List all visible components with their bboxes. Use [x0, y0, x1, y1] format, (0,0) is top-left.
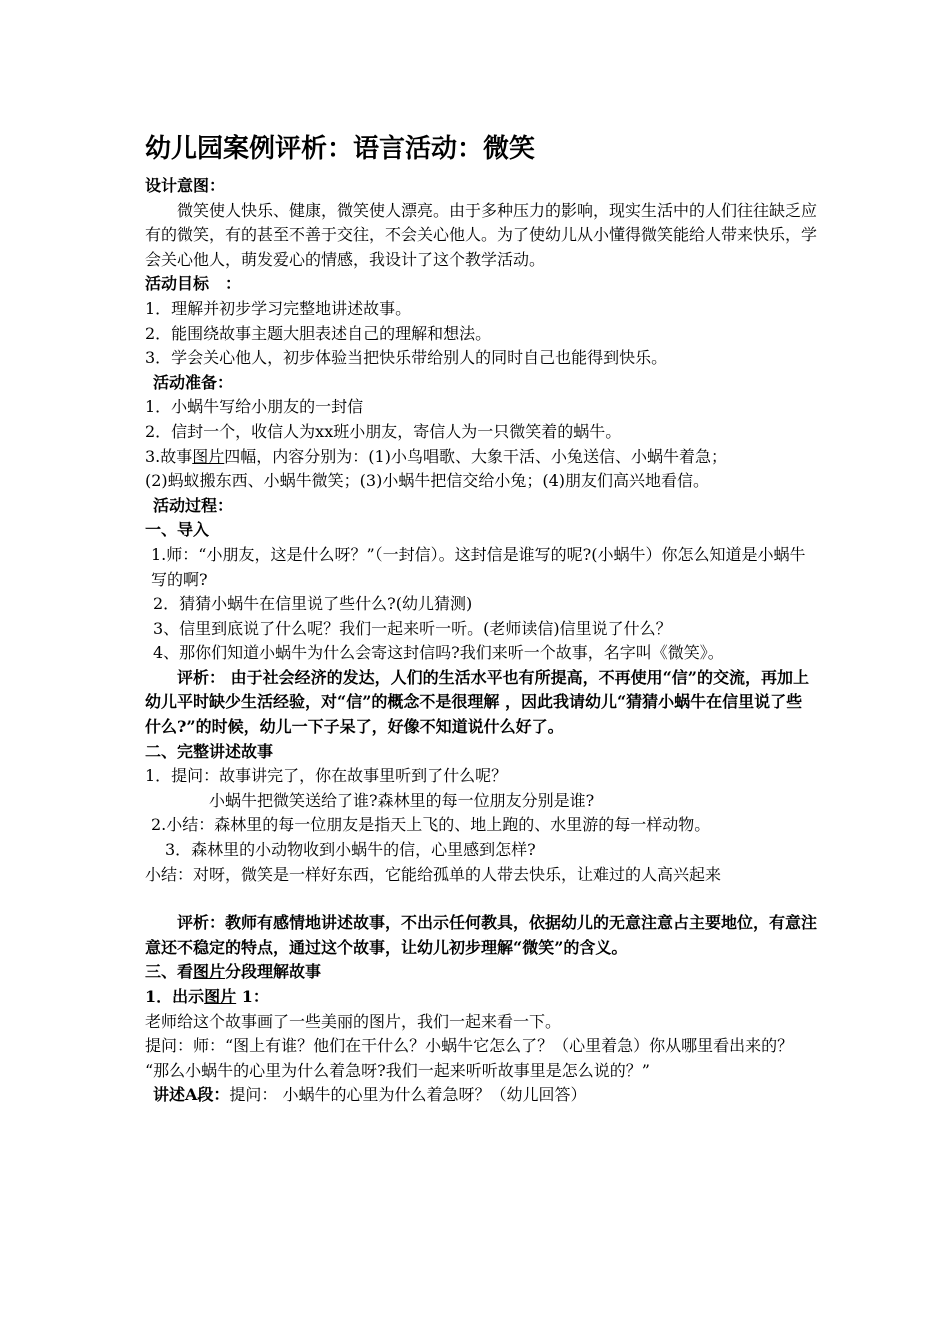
- story-step: 1．提问：故事讲完了，你在故事里听到了什么呢？: [145, 766, 508, 786]
- prep-item: 1．小蜗牛写给小朋友的一封信: [145, 397, 364, 417]
- prep-item: 2．信封一个，收信人为xx班小朋友，寄信人为一只微笑着的蜗牛。: [145, 421, 622, 441]
- spacer: [145, 887, 817, 911]
- intro-step: 1.师：“小朋友，这是什么呀？”（一封信）。这封信是谁写的呢?(小蜗牛）你怎么知道是小蜗牛写的啊?: [151, 544, 806, 589]
- picture-link[interactable]: 图片: [193, 962, 226, 982]
- process-heading: 活动过程：: [153, 495, 234, 515]
- sub-heading: [145, 985, 817, 1010]
- story-summary: 小结：对呀，微笑是一样好东西，它能给孤单的人带去快乐，让难过的人高兴起来: [145, 864, 722, 884]
- segment-text: 提问： 小蜗牛的心里为什么着急呀？（幼儿回答）: [229, 1085, 587, 1105]
- prep-item-continued: (2)蚂蚁搬东西、小蜗牛微笑；(3)小蜗牛把信交给小兔；(4)朋友们高兴地看信。: [145, 471, 709, 491]
- page-title: 幼儿园案例评析：语言活动：微笑: [145, 134, 536, 164]
- intent-heading: 设计意图：: [145, 176, 226, 195]
- document-content: [145, 130, 817, 1108]
- intro-step: 4、那你们知道小蜗牛为什么会寄这封信吗?我们来听一个故事，名字叫《微笑》。: [153, 643, 724, 663]
- story-step: 2.小结：森林里的每一位朋友是指天上飞的、地上跑的、水里游的每一样动物。: [151, 815, 711, 835]
- picture-step: [145, 1083, 817, 1108]
- picture-step: 老师给这个故事画了一些美丽的图片，我们一起来看一下。: [145, 1011, 562, 1031]
- section-heading: [145, 960, 817, 985]
- picture-link[interactable]: 图片: [204, 987, 237, 1006]
- prep-item-text: 四幅，内容分别为：(1)小鸟唱歌、大象干活、小兔送信、小蜗牛着急；: [224, 446, 727, 466]
- intro-step: 2．猜猜小蜗牛在信里说了些什么?(幼儿猜测): [153, 594, 473, 614]
- picture-step: 提问：师：“图上有谁？他们在干什么？小蜗牛它怎么了？（心里着急）你从哪里看出来的？ “那么小蜗牛的心里为什么着急呀?我们一起来听听故事里是怎么说的？”: [145, 1036, 794, 1080]
- section-heading: 一、导入: [145, 520, 210, 540]
- goal-item: 3．学会关心他人，初步体验当把快乐带给别人的同时自己也能得到快乐。: [145, 348, 668, 368]
- goal-item: 1．理解并初步学习完整地讲述故事。: [145, 298, 412, 318]
- prep-heading: 活动准备：: [153, 372, 234, 392]
- section-heading-text: 三、看: [145, 962, 194, 982]
- picture-link[interactable]: 图片: [192, 446, 225, 466]
- comment-paragraph: 评析：教师有感情地讲述故事，不出示任何教具，依据幼儿的无意注意占主要地位，有意注意还不稳定的特点，通过这个故事，让幼儿初步理解“微笑”的含义。: [145, 913, 818, 957]
- sub-heading-text: 1．出示: [145, 987, 205, 1006]
- story-step: 小蜗牛把微笑送给了谁?森林里的每一位朋友分别是谁?: [209, 790, 595, 810]
- prep-item-text: 3.故事: [145, 446, 193, 466]
- sub-heading-text: 1：: [236, 987, 269, 1006]
- segment-label: 讲述A段：: [153, 1085, 230, 1105]
- section-heading-text: 分段理解故事: [225, 962, 322, 982]
- story-step: 3．森林里的小动物收到小蜗牛的信，心里感到怎样?: [165, 840, 536, 860]
- section-heading: 二、完整讲述故事: [145, 741, 274, 761]
- intro-step: 3、信里到底说了什么呢？我们一起来听一听。(老师读信)信里说了什么？: [153, 618, 672, 638]
- comment-paragraph: 评析： 由于社会经济的发达，人们的生活水平也有所提高，不再使用“信”的交流，再加上幼儿平时缺少生活经验，对“信”的概念不是很理解 ，因此我请幼儿“猜猜小蜗牛在信里说了些什么?”的时候，幼儿一下子呆了，好像不知道说什么好了。: [145, 667, 809, 737]
- intent-body: 微笑使人快乐、健康，微笑使人漂亮。由于多种压力的影响，现实生活中的人们往往缺乏应有的微笑，有的甚至不善于交往，不会关心他人。为了使幼儿从小懂得微笑能给人带来快乐，学会关心他人，萌发爱心的情感，我设计了这个教学活动。: [145, 200, 818, 269]
- goal-item: 2．能围绕故事主题大胆表述自己的理解和想法。: [145, 323, 492, 343]
- prep-item: [145, 445, 817, 470]
- goals-heading: 活动目标 ：: [145, 274, 242, 294]
